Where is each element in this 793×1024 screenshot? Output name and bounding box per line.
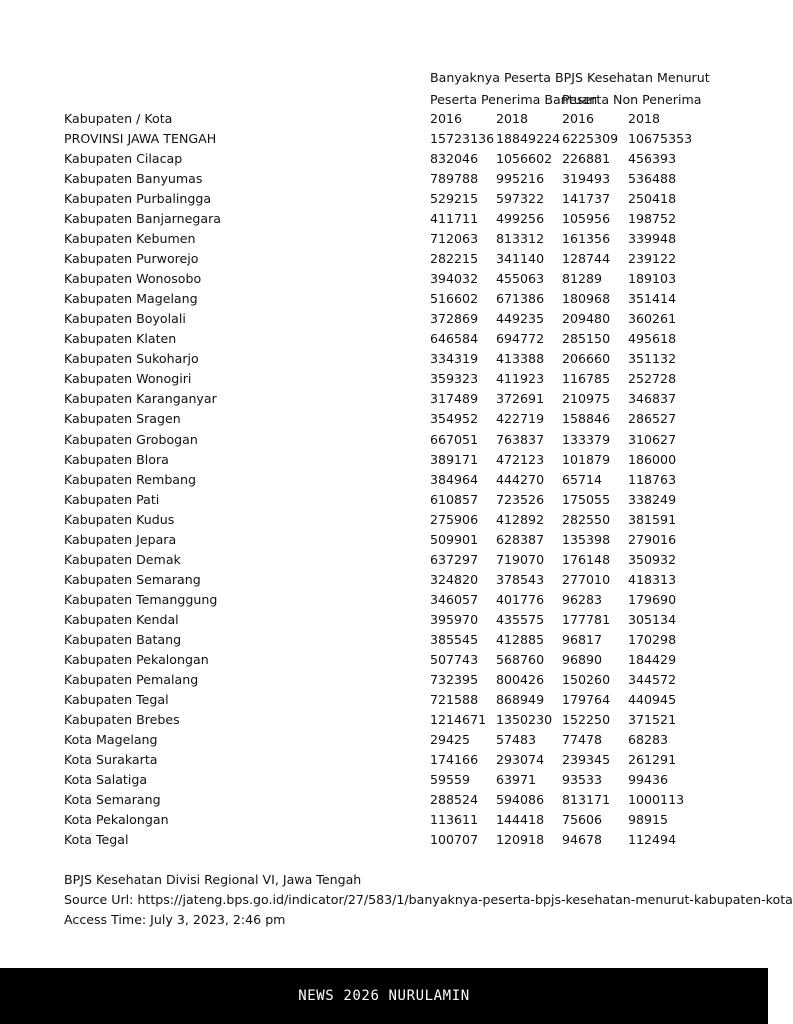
table-row-name: Kota Semarang (64, 792, 161, 807)
table-cell: 288524 (430, 792, 479, 807)
table-cell: 813312 (496, 231, 545, 247)
table-row-name: Kota Surakarta (64, 751, 158, 767)
table-cell: 112494 (628, 832, 677, 848)
table-cell: 286527 (628, 411, 677, 427)
table-cell: 418313 (628, 571, 677, 587)
table-row-name: Kabupaten Temanggung (64, 591, 218, 607)
table-cell: 338249 (628, 491, 677, 507)
table-cell: 279016 (628, 531, 677, 547)
year-header: 2016 (562, 111, 595, 126)
table-cell: 310627 (628, 431, 677, 447)
table-cell: 100707 (430, 832, 479, 848)
table-cell: 394032 (430, 271, 479, 287)
table-cell: 239122 (628, 251, 677, 267)
table-cell: 721588 (430, 691, 479, 707)
table-cell: 113611 (430, 812, 479, 827)
table-row-name: Kabupaten Brebes (64, 711, 180, 727)
table-cell: 29425 (430, 731, 471, 747)
table-cell: 158846 (562, 411, 611, 427)
table-row-name: Kabupaten Semarang (64, 571, 201, 587)
table-cell: 763837 (496, 431, 545, 447)
table-cell: 226881 (562, 151, 611, 166)
table-cell: 133379 (562, 431, 611, 447)
table-cell: 455063 (496, 271, 545, 287)
table-cell: 6225309 (562, 131, 619, 146)
table-cell: 499256 (496, 211, 545, 227)
table-cell: 174166 (430, 751, 479, 767)
table-cell: 536488 (628, 171, 677, 187)
access-time: Access Time: July 3, 2023, 2:46 pm (64, 912, 286, 927)
table-cell: 128744 (562, 251, 611, 267)
table-cell: 116785 (562, 371, 611, 387)
table-cell: 68283 (628, 731, 669, 747)
table-row-name: Kabupaten Sragen (64, 411, 181, 427)
table-cell: 422719 (496, 411, 545, 427)
table-cell: 395970 (430, 611, 479, 627)
table-cell: 59559 (430, 772, 471, 787)
table-cell: 261291 (628, 751, 677, 767)
table-cell: 1350230 (496, 711, 553, 727)
table-cell: 177781 (562, 611, 611, 627)
table-cell: 694772 (496, 331, 545, 347)
row-label-header: Kabupaten / Kota (64, 111, 173, 126)
table-cell: 610857 (430, 491, 479, 507)
table-row-name: Kabupaten Klaten (64, 331, 177, 347)
footer-label: NEWS 2026 NURULAMIN (298, 988, 470, 1004)
table-cell: 435575 (496, 611, 545, 627)
table-cell: 239345 (562, 751, 611, 767)
table-cell: 275906 (430, 511, 479, 527)
table-row-name: Kabupaten Sukoharjo (64, 351, 199, 367)
table-cell: 161356 (562, 231, 611, 247)
table-cell: 180968 (562, 291, 611, 307)
table-cell: 359323 (430, 371, 479, 387)
table-cell: 351132 (628, 351, 677, 367)
table-cell: 179690 (628, 591, 677, 607)
table-cell: 277010 (562, 571, 611, 587)
table-cell: 18849224 (496, 131, 561, 146)
table-row-name: Kota Salatiga (64, 772, 148, 787)
table-row-name: Kabupaten Jepara (64, 531, 177, 547)
table-cell: 81289 (562, 271, 603, 287)
table-cell: 868949 (496, 691, 545, 707)
table-cell: 152250 (562, 711, 611, 727)
table-cell: 449235 (496, 311, 545, 327)
table-cell: 96283 (562, 591, 603, 607)
table-cell: 594086 (496, 792, 545, 807)
table-row-name: Kota Pekalongan (64, 812, 169, 827)
table-cell: 176148 (562, 551, 611, 567)
table-cell: 378543 (496, 571, 545, 587)
table-cell: 529215 (430, 191, 479, 207)
table-row-name: Kota Tegal (64, 832, 129, 848)
table-cell: 1000113 (628, 792, 685, 807)
table-row-name: Kabupaten Rembang (64, 471, 197, 487)
table-cell: 444270 (496, 471, 545, 487)
table-cell: 413388 (496, 351, 545, 367)
table-cell: 324820 (430, 571, 479, 587)
table-row-name: Kabupaten Banjarnegara (64, 211, 221, 227)
table-cell: 75606 (562, 812, 603, 827)
table-cell: 350932 (628, 551, 677, 567)
table-cell: 210975 (562, 391, 611, 407)
table-cell: 252728 (628, 371, 677, 387)
group-header-penerima: Peserta Penerima Bantuan (430, 92, 598, 107)
table-cell: 667051 (430, 431, 479, 447)
table-row-name: Kabupaten Cilacap (64, 151, 183, 166)
table-cell: 189103 (628, 271, 677, 287)
footer-bar (0, 968, 768, 1024)
table-cell: 282550 (562, 511, 611, 527)
table-row-name: Kabupaten Kebumen (64, 231, 196, 247)
table-cell: 93533 (562, 772, 603, 787)
table-cell: 96890 (562, 651, 603, 667)
table-cell: 285150 (562, 331, 611, 347)
table-cell: 646584 (430, 331, 479, 347)
table-row-name: Kabupaten Purworejo (64, 251, 199, 267)
table-cell: 381591 (628, 511, 677, 527)
table-cell: 198752 (628, 211, 677, 227)
table-cell: 150260 (562, 671, 611, 687)
table-cell: 99436 (628, 772, 669, 787)
table-cell: 509901 (430, 531, 479, 547)
table-cell: 65714 (562, 471, 603, 487)
table-cell: 723526 (496, 491, 545, 507)
table-row-name: Kabupaten Kendal (64, 611, 179, 627)
table-row-name: Kabupaten Banyumas (64, 171, 203, 187)
table-cell: 179764 (562, 691, 611, 707)
year-header: 2016 (430, 111, 463, 126)
table-cell: 597322 (496, 191, 545, 207)
table-cell: 96817 (562, 631, 603, 647)
table-cell: 1214671 (430, 711, 487, 727)
table-cell: 412885 (496, 631, 545, 647)
table-cell: 800426 (496, 671, 545, 687)
table-cell: 719070 (496, 551, 545, 567)
table-row-name: Kabupaten Demak (64, 551, 181, 567)
table-cell: 507743 (430, 651, 479, 667)
table-cell: 170298 (628, 631, 677, 647)
table-cell: 371521 (628, 711, 677, 727)
table-row-name: Kabupaten Blora (64, 451, 169, 467)
table-cell: 789788 (430, 171, 479, 187)
table-cell: 317489 (430, 391, 479, 407)
year-header: 2018 (628, 111, 661, 126)
table-row-name: Kabupaten Kudus (64, 511, 175, 527)
table-cell: 63971 (496, 772, 537, 787)
table-title: Banyaknya Peserta BPJS Kesehatan Menurut (430, 70, 710, 85)
table-cell: 411711 (430, 211, 479, 227)
table-cell: 293074 (496, 751, 545, 767)
table-row-name: Kabupaten Grobogan (64, 431, 198, 447)
table-cell: 144418 (496, 812, 545, 827)
table-cell: 412892 (496, 511, 545, 527)
table-cell: 77478 (562, 731, 603, 747)
table-cell: 135398 (562, 531, 611, 547)
table-cell: 440945 (628, 691, 677, 707)
table-cell: 184429 (628, 651, 677, 667)
table-cell: 384964 (430, 471, 479, 487)
table-cell: 401776 (496, 591, 545, 607)
table-cell: 305134 (628, 611, 677, 627)
table-cell: 339948 (628, 231, 677, 247)
table-cell: 995216 (496, 171, 545, 187)
table-cell: 186000 (628, 451, 677, 467)
table-row-name: Kabupaten Purbalingga (64, 191, 212, 207)
table-cell: 334319 (430, 351, 479, 367)
table-cell: 209480 (562, 311, 611, 327)
table-row-name: Kabupaten Karanganyar (64, 391, 217, 407)
table-cell: 671386 (496, 291, 545, 307)
table-cell: 732395 (430, 671, 479, 687)
table-cell: 141737 (562, 191, 611, 207)
source-organization: BPJS Kesehatan Divisi Regional VI, Jawa Tengah (64, 872, 362, 887)
table-row-name: Kabupaten Tegal (64, 691, 169, 707)
table-cell: 94678 (562, 832, 603, 848)
table-cell: 105956 (562, 211, 611, 227)
table-cell: 832046 (430, 151, 479, 166)
table-cell: 57483 (496, 731, 537, 747)
table-cell: 372869 (430, 311, 479, 327)
table-cell: 495618 (628, 331, 677, 347)
table-cell: 354952 (430, 411, 479, 427)
table-cell: 344572 (628, 671, 677, 687)
table-cell: 118763 (628, 471, 677, 487)
table-cell: 472123 (496, 451, 545, 467)
table-cell: 10675353 (628, 131, 693, 146)
table-row-name: Kabupaten Boyolali (64, 311, 186, 327)
table-cell: 206660 (562, 351, 611, 367)
table-row-name: Kabupaten Pemalang (64, 671, 199, 687)
table-cell: 628387 (496, 531, 545, 547)
source-url: Source Url: https://jateng.bps.go.id/indicator/27/583/1/banyaknya-peserta-bpjs-kesehatan-menurut-kabupaten-kota (64, 892, 793, 907)
table-row-name: PROVINSI JAWA TENGAH (64, 131, 217, 146)
table-cell: 411923 (496, 371, 545, 387)
table-cell: 175055 (562, 491, 611, 507)
table-cell: 516602 (430, 291, 479, 307)
table-cell: 346837 (628, 391, 677, 407)
table-cell: 250418 (628, 191, 677, 207)
table-row-name: Kabupaten Batang (64, 631, 182, 647)
table-row-name: Kabupaten Magelang (64, 291, 198, 307)
group-header-non-penerima: Peserta Non Penerima (562, 92, 702, 107)
table-cell: 15723136 (430, 131, 495, 146)
table-cell: 346057 (430, 591, 479, 607)
table-cell: 637297 (430, 551, 479, 567)
table-row-name: Kabupaten Wonogiri (64, 371, 192, 387)
table-cell: 120918 (496, 832, 545, 848)
table-row-name: Kabupaten Wonosobo (64, 271, 202, 287)
table-row-name: Kabupaten Pati (64, 491, 160, 507)
table-cell: 101879 (562, 451, 611, 467)
table-cell: 389171 (430, 451, 479, 467)
table-cell: 813171 (562, 792, 611, 807)
table-cell: 98915 (628, 812, 669, 827)
table-cell: 385545 (430, 631, 479, 647)
table-cell: 360261 (628, 311, 677, 327)
year-header: 2018 (496, 111, 529, 126)
table-cell: 712063 (430, 231, 479, 247)
table-cell: 1056602 (496, 151, 553, 166)
table-cell: 319493 (562, 171, 611, 187)
table-cell: 351414 (628, 291, 677, 307)
table-cell: 568760 (496, 651, 545, 667)
table-row-name: Kota Magelang (64, 731, 158, 747)
table-row-name: Kabupaten Pekalongan (64, 651, 209, 667)
table-cell: 456393 (628, 151, 677, 166)
table-cell: 372691 (496, 391, 545, 407)
table-cell: 282215 (430, 251, 479, 267)
table-cell: 341140 (496, 251, 545, 267)
